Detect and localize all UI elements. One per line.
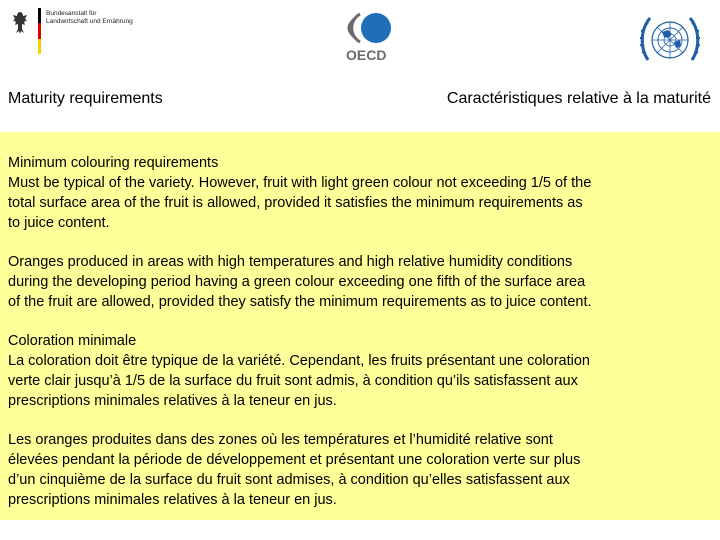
paragraph-fr-temperatures xyxy=(8,430,712,510)
text-line: of the fruit are allowed, provided they satisfy the minimum requirements as to juice content. xyxy=(8,294,592,310)
slide-header xyxy=(0,0,720,132)
text-line: Les oranges produites dans des zones où les températures et l’humidité relative sont xyxy=(8,432,553,448)
bmel-line-1: Bundesanstalt für xyxy=(46,10,97,17)
text-line: Must be typical of the variety. However, fruit with light green colour not exceeding 1/5 of the xyxy=(8,175,592,191)
text-line: La coloration doit être typique de la variété. Cependant, les fruits présentant une coloration xyxy=(8,353,590,369)
title-french: Caractéristiques relative à la maturité xyxy=(446,90,711,107)
text-line: verte clair jusqu’à 1/5 de la surface du fruit sont admis, à condition qu’ils satisfassent aux xyxy=(8,373,578,389)
text-line: to juice content. xyxy=(8,215,110,231)
content-panel xyxy=(0,132,720,520)
un-emblem-icon xyxy=(638,10,702,70)
text-line: Coloration minimale xyxy=(8,333,137,349)
text-line: Minimum colouring requirements xyxy=(8,155,219,171)
title-english: Maturity requirements xyxy=(8,90,163,107)
text-line: d’un cinquième de la surface du fruit sont admises, à condition qu’elles satisfassent aux xyxy=(8,472,570,488)
oecd-mark-icon xyxy=(342,10,402,48)
text-line: Oranges produced in areas with high temperatures and high relative humidity conditions xyxy=(8,254,573,270)
text-line: during the developing period having a green colour exceeding one fifth of the surface area xyxy=(8,274,586,290)
paragraph-en-colouring xyxy=(8,153,712,233)
text-line: total surface area of the fruit is allowed, provided it satisfies the minimum requirements as xyxy=(8,195,583,211)
bmel-line-2: Landwirtschaft und Ernährung xyxy=(46,18,133,25)
text-line: prescriptions minimales relatives à la teneur en jus. xyxy=(8,492,337,508)
text-line: élevées pendant la période de développement et présentant une coloration verte sur plus xyxy=(8,452,581,468)
paragraph-en-high-temperature xyxy=(8,252,712,312)
bmel-logo xyxy=(12,8,152,58)
oecd-logo xyxy=(342,10,402,68)
paragraph-fr-coloration xyxy=(8,331,712,411)
text-line: prescriptions minimales relatives à la teneur en jus. xyxy=(8,393,337,409)
bmel-name xyxy=(46,10,133,26)
eagle-icon xyxy=(12,10,28,36)
oecd-wordmark: OECD xyxy=(346,47,387,63)
german-flag-stripe xyxy=(38,8,41,54)
